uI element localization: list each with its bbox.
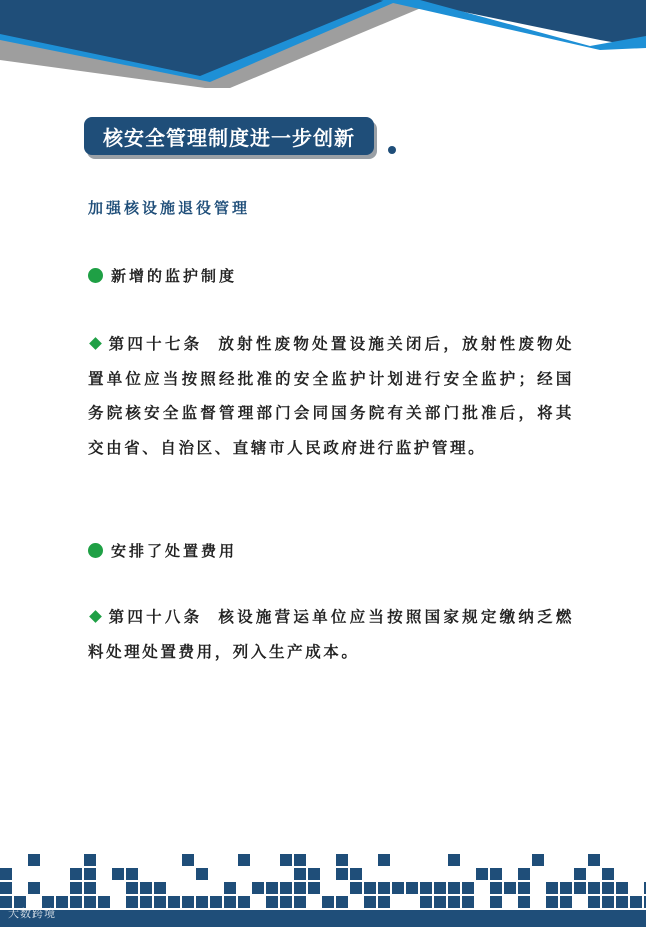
decor-square [364,896,376,908]
decor-square [56,896,68,908]
decor-square [280,896,292,908]
decor-square [336,896,348,908]
decor-square [322,896,334,908]
decor-square [84,854,96,866]
decor-square [182,854,194,866]
decor-square [588,882,600,894]
decor-square [126,896,138,908]
page-title: 核安全管理制度进一步创新 [103,125,355,150]
decor-square [546,882,558,894]
watermark-text: 大数跨境 [8,907,56,920]
decor-square [462,896,474,908]
decor-square [602,896,614,908]
decor-square [238,854,250,866]
decor-square [266,896,278,908]
decor-square [616,882,628,894]
green-bullet-icon [88,543,103,558]
article-text: 核设施营运单位应当按照国家规定缴纳乏燃料处理处置费用，列入生产成本。 [88,608,574,661]
decor-square [448,896,460,908]
decor-square [574,882,586,894]
decor-square [266,882,278,894]
section-heading-1 [88,265,237,286]
decor-square [196,868,208,880]
decor-square [518,868,530,880]
article-paragraph-2 [88,600,574,669]
decor-square [336,868,348,880]
section-subtitle: 加强核设施退役管理 [88,199,251,217]
decor-square [308,868,320,880]
decor-square [532,854,544,866]
decor-square [28,882,40,894]
decor-square [546,896,558,908]
decor-square [126,882,138,894]
decor-square [350,868,362,880]
decor-square [140,882,152,894]
decor-square [518,882,530,894]
decor-square [378,882,390,894]
decor-square [224,896,236,908]
decor-square [392,882,404,894]
decor-square [84,882,96,894]
decor-square [574,868,586,880]
article-number: 第四十八条 [108,608,203,626]
decor-square [560,896,572,908]
section-heading-text: 新增的监护制度 [111,267,238,285]
decor-square [448,854,460,866]
decor-square [70,882,82,894]
decor-square [490,882,502,894]
decor-square [154,882,166,894]
decor-square [630,896,642,908]
decor-square [84,868,96,880]
decor-square [476,868,488,880]
top-banner-decoration [0,0,646,90]
decor-square [434,896,446,908]
decor-square [140,896,152,908]
decor-square [378,896,390,908]
decor-square [294,868,306,880]
decor-square [252,882,264,894]
section-heading-2 [88,540,237,561]
green-bullet-icon [88,268,103,283]
decor-square [0,882,12,894]
bottom-square-pattern [0,846,646,927]
decor-square [434,882,446,894]
decor-square [602,882,614,894]
decor-square [238,896,250,908]
decor-square [112,868,124,880]
article-number: 第四十七条 [108,335,203,353]
decor-square [406,882,418,894]
decor-square [350,882,362,894]
decor-square [378,854,390,866]
decor-square [448,882,460,894]
square-blocks [0,854,646,908]
decor-square [98,896,110,908]
section-heading-text: 安排了处置费用 [111,542,238,560]
diamond-bullet-icon [89,610,102,623]
decor-square [490,868,502,880]
decor-square [280,854,292,866]
decor-square [224,882,236,894]
decor-square [182,896,194,908]
title-dot [388,146,396,154]
decor-square [70,896,82,908]
decor-square [70,868,82,880]
decor-square [308,882,320,894]
decor-square [588,896,600,908]
diamond-bullet-icon [89,337,102,350]
decor-square [490,896,502,908]
decor-square [616,896,628,908]
decor-square [294,896,306,908]
decor-square [84,896,96,908]
decor-square [196,896,208,908]
bottom-bar [0,910,646,927]
decor-square [420,896,432,908]
decor-square [168,896,180,908]
decor-square [28,854,40,866]
decor-square [0,868,12,880]
decor-square [294,882,306,894]
article-paragraph-1 [88,327,574,465]
decor-square [364,882,376,894]
decor-square [588,854,600,866]
decor-square [602,868,614,880]
decor-square [336,854,348,866]
decor-square [420,882,432,894]
decor-square [126,868,138,880]
decor-square [210,896,222,908]
decor-square [294,854,306,866]
title-box [84,117,374,155]
decor-square [280,882,292,894]
decor-square [462,882,474,894]
decor-square [504,882,516,894]
decor-square [154,896,166,908]
decor-square [560,882,572,894]
article-text: 放射性废物处置设施关闭后，放射性废物处置单位应当按照经批准的安全监护计划进行安全监护；经国务院核安全监督管理部门会同国务院有关部门批准后，将其交由省、自治区、直辖市人民政府进行监护管理。 [88,335,574,457]
decor-square [518,896,530,908]
